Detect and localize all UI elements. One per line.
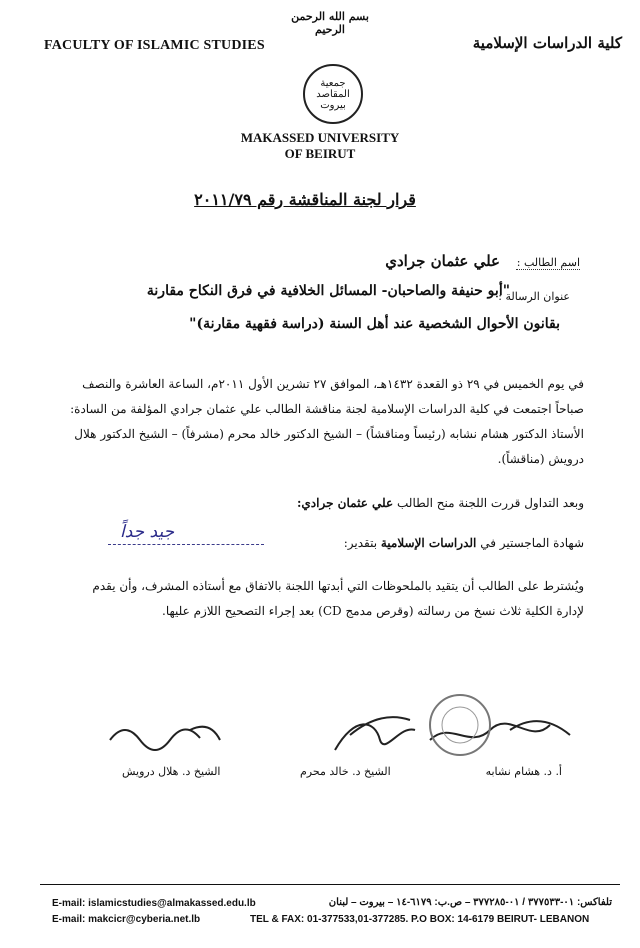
degree-prefix: شهادة الماجستير في bbox=[480, 536, 584, 550]
signature-scribble-2 bbox=[320, 705, 430, 765]
thesis-label: عنوان الرسالة : bbox=[498, 290, 570, 303]
footer-email-2: E-mail: makcicr@cyberia.net.lb bbox=[52, 914, 201, 925]
degree-suffix: بتقدير: bbox=[343, 536, 378, 550]
grade-handwritten: جيد جداً bbox=[120, 522, 175, 542]
footer-contact-en: TEL & FAX: 01-377533,01-377285. P.O BOX: 14-6179 BEIRUT- LEBANON bbox=[250, 914, 590, 925]
logo-text: جمعية المقاصد بيروت bbox=[316, 77, 350, 111]
meeting-paragraph: في يوم الخميس في ٢٩ ذو القعدة ١٤٣٢هـ، الموافق ٢٧ تشرين الأول ٢٠١١م، الساعة العاشرة والنصف صباحاً اجتمعت في كلية الدراسات الإسلامية لجنة مناقشة الطالب علي عثمان جرادي المؤلفة من السادة: الأستاذ الدكتور هشام نشابه (رئيساً ومناقشاً) – الشيخ الدكتور خالد محرم (مشرفاً) – الشيخ الدكتور هلال درويش (مناقشاً). bbox=[70, 377, 584, 466]
document-title: قرار لجنة المناقشة رقم ٢٠١١/٧٩ bbox=[194, 190, 416, 209]
basmala-calligraphy: بسم الله الرحمن الرحيم bbox=[291, 10, 369, 36]
university-name-line2: OF BEIRUT bbox=[284, 146, 356, 161]
student-name: علي عثمان جرادي bbox=[385, 252, 500, 270]
thesis-title-line2: بقانون الأحوال الشخصية عند أهل السنة (دراسة فقهية مقارنة)" bbox=[189, 316, 560, 332]
signature-name-3: الشيخ د. هلال درويش bbox=[122, 765, 221, 778]
degree-name: الدراسات الإسلامية bbox=[380, 536, 477, 550]
faculty-name-en: FACULTY OF ISLAMIC STUDIES bbox=[44, 38, 265, 53]
university-logo bbox=[303, 64, 363, 124]
footer-contact-ar: تلفاكس: ٠١-٣٧٧٥٣٣ / ٠١-٣٧٧٢٨٥ – ص.ب: ٦١٧٩-١٤ – بيروت – لبنان bbox=[328, 897, 612, 908]
faculty-name-ar: كلية الدراسات الإسلامية bbox=[472, 34, 622, 52]
signature-name-1: أ. د. هشام نشابه bbox=[485, 765, 562, 778]
footer-email-1: E-mail: islamicstudies@almakassed.edu.lb bbox=[52, 898, 256, 909]
signature-scribble-3 bbox=[100, 710, 230, 760]
decision-prefix: وبعد التداول قررت اللجنة منح الطالب bbox=[397, 496, 584, 510]
footer-divider bbox=[40, 884, 620, 885]
grade-underline bbox=[108, 544, 264, 545]
thesis-title-line1: "أبو حنيفة والصاحبان- المسائل الخلافية في فرق النكاح مقارنة bbox=[146, 283, 510, 299]
student-label: اسم الطالب : bbox=[516, 256, 580, 269]
decision-student-name: علي عثمان جرادي: bbox=[296, 496, 394, 510]
decision-line bbox=[64, 496, 584, 510]
conditions-paragraph: ويُشترط على الطالب أن يتقيد بالملحوظات التي أبدتها اللجنة بالاتفاق مع أستاذه المشرف، وأن يقدم لإدارة الكلية ثلاث نسخ من رسالته (وقرص مدمج CD) بعد إجراء التصحيح اللازم عليها. bbox=[92, 579, 584, 618]
signature-name-2: الشيخ د. خالد محرم bbox=[300, 765, 391, 778]
university-name-line1: MAKASSED UNIVERSITY bbox=[240, 130, 400, 145]
